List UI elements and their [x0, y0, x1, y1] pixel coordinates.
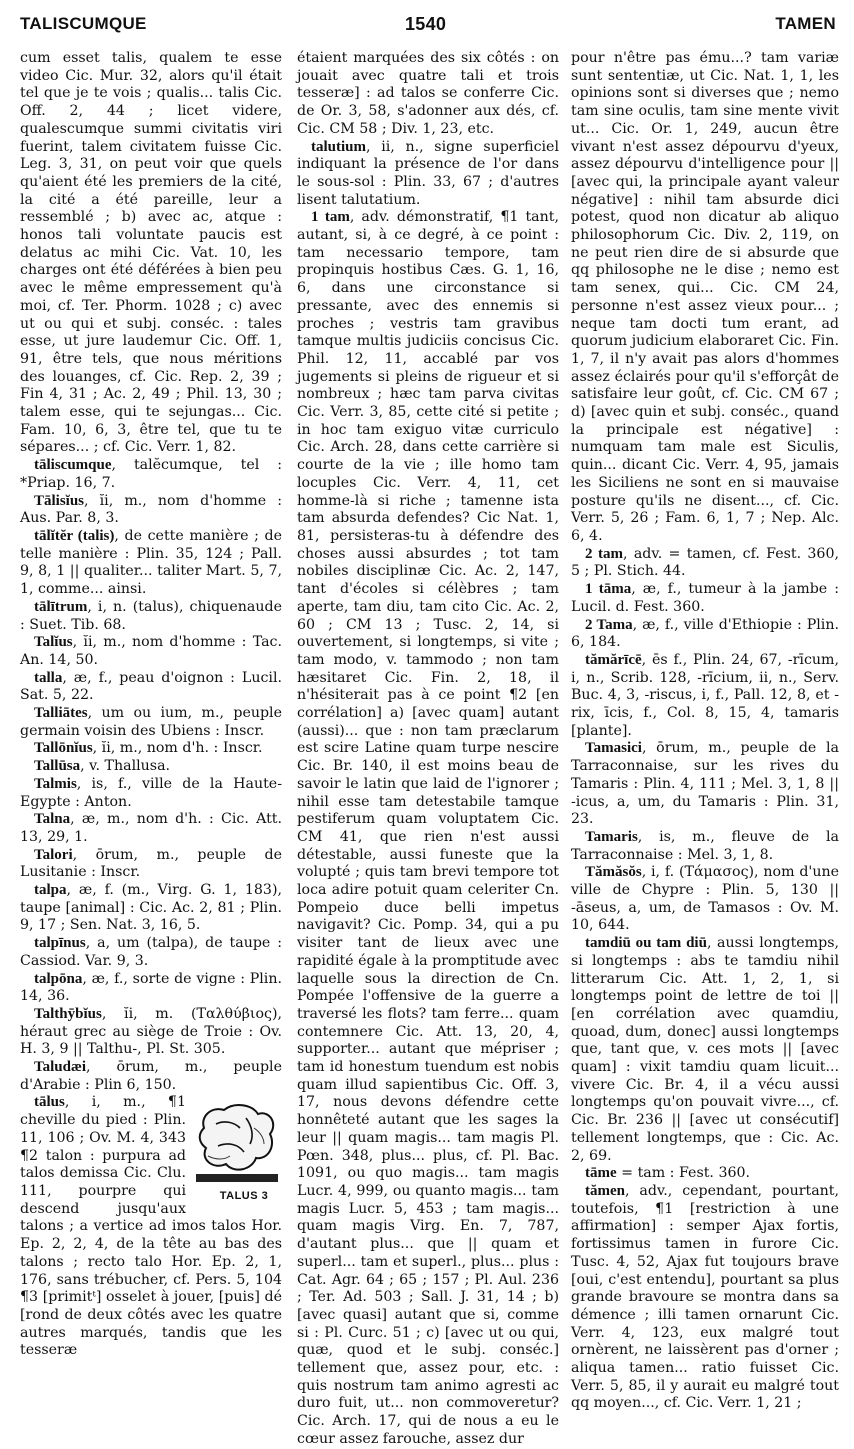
headword: Talthȳbĭus	[34, 1005, 102, 1022]
talus-illustration	[192, 1098, 282, 1204]
dictionary-entry: Talmis, is, f., ville de la Haute-Egypte : Anton.	[20, 775, 282, 810]
headword: Tamasici	[585, 740, 642, 757]
dictionary-entry: tămărīcē, ēs f., Plin. 24, 67, -rīcum, i, n., Scrib. 128, -rīcium, ii, n., Serv. Buc. 4, 3, -riscus, i, f., Pall. 12, 8, et -rix, īcis, f., Col. 8, 15, 4, tamaris [plante].	[571, 651, 839, 739]
header-last-entry: TAMEN	[775, 14, 836, 33]
dictionary-entry: Talthȳbĭus, ĭi, m. (Ταλθύβιος), héraut grec au siège de Troie : Ov. H. 3, 9 || Talthu-, Pl. St. 305.	[20, 1005, 282, 1058]
headword: Tallōnĭus	[34, 740, 93, 757]
headword: tālus	[34, 1094, 65, 1111]
dictionary-entry: talpōna, æ, f., sorte de vigne : Plin. 14, 36.	[20, 970, 282, 1005]
dictionary-entry: Tamaris, is, m., fleuve de la Tarraconnaise : Mel. 3, 1, 8.	[571, 828, 839, 863]
dictionary-entry: Tamasici, ōrum, m., peuple de la Tarraconnaise, sur les rives du Tamaris : Plin. 4, 111 ; Mel. 3, 1, 8 || -icus, a, um, du Tamaris : Plin. 31, 23.	[571, 740, 839, 828]
dictionary-entry: Taludæi, ōrum, m., peuple d'Arabie : Plin 6, 150.	[20, 1059, 282, 1093]
dictionary-entry: 2 tam, adv. = tamen, cf. Fest. 360, 5 ; Pl. Stich. 44.	[571, 545, 839, 580]
dictionary-entry: Tallōnĭus, ĭi, m., nom d'h. : Inscr.	[34, 740, 263, 757]
column-2	[297, 50, 559, 1447]
dictionary-entry: cum esset talis, qualem te esse video Cic. Mur. 32, alors qu'il était tel que je te vois ; qualis... talis Cic. Off. 2, 44 ; licet videre, qualescumque summi civitatis viri fuerint, talem civitatem fuisse Cic. Leg. 3, 31, on peut voir que quels qu'aient été les premiers de la cité, la cité a été pareille, leur a ressemblé ; b) avec ac, atque : honos tali voluntate paucis est delatus ac mihi Cic. Vat. 10, les charges ont été déférées à bien peu avec le même empressement qu'à moi, cf. Ter. Phorm. 1028 ; c) avec ut ou qui et subj. conséc. : tales esse, ut jure laudemur Cic. Off. 1, 91, être tels, que nous méritions des louanges, cf. Cic. Rep. 2, 39 ; Fin 4, 31 ; Ac. 2, 49 ; Phil. 13, 30 ; talem esse, qui te sejungas... Cic. Fam. 10, 6, 3, être tel, que tu te sépares... ; cf. Cic. Verr. 1, 82.	[20, 50, 282, 456]
dictionary-entry: Talna, æ, m., nom d'h. : Cic. Att. 13, 29, 1.	[20, 811, 282, 845]
knucklebone-icon	[194, 1098, 280, 1186]
dictionary-entry: Tālisĭus, ĭi, m., nom d'homme : Aus. Par. 8, 3.	[20, 492, 282, 527]
header-first-entry: TALISCUMQUE	[20, 14, 147, 33]
headword: Talna	[34, 811, 71, 828]
dictionary-entry: Talliātes, um ou ium, m., peuple germain voisin des Ubiens : Inscr.	[20, 705, 282, 739]
dictionary-entry: tālītrum, i, n. (talus), chiquenaude : Suet. Tib. 68.	[20, 598, 282, 633]
headword: tămen	[585, 1183, 625, 1199]
headword: tamdiū ou tam diū	[585, 935, 707, 952]
headword: 1 tāma	[585, 581, 632, 598]
figure-caption: TALUS 3	[219, 1190, 269, 1203]
dictionary-entry: TALUS 3 tālus, i, m., ¶1 cheville du pied : Plin. 11, 106 ; Ov. M. 4, 343 ¶2 talon : purpura ad talos demissa Cic. Clu. 111, pourpre qui descend jusqu'aux talons ; a vertice ad imos talos Hor. Ep. 2, 2, 4, de la tête au bas des talons ; recto talo Hor. Ep. 2, 1, 176, sans trébucher, cf. Pers. 5, 104 ¶3 [primitᵗ] osselet à jouer, [puis] dé [rond de deux côtés avec les quatre autres marqués, tandis que les tesseræ	[20, 1094, 282, 1359]
dictionary-entry: Tămăsŏs, i, f. (Τάμασος), nom d'une ville de Chypre : Plin. 5, 130 || -āseus, a, um, de Tamasos : Ov. M. 10, 644.	[571, 864, 839, 934]
dictionary-entry: Talĭus, ĭi, m., nom d'homme : Tac. An. 14, 50.	[20, 634, 282, 668]
headword: talpīnus	[34, 935, 86, 952]
headword: Tālisĭus	[34, 492, 85, 509]
column-1	[20, 50, 282, 1359]
dictionary-entry: talutium, ii, n., signe superficiel indiquant la présence de l'or dans le sous-sol : Plin. 33, 67 ; d'autres lisent talutatium.	[297, 138, 559, 208]
headword: Tămăsŏs	[585, 864, 642, 881]
headword: tāme	[585, 1165, 617, 1182]
headword: Talliātes	[34, 705, 88, 722]
dictionary-entry: 1 tāma, æ, f., tumeur à la jambe : Lucil. d. Fest. 360.	[571, 581, 839, 615]
page-number: 1540	[405, 14, 447, 34]
dictionary-entry: Talori, ōrum, m., peuple de Lusitanie : Inscr.	[20, 846, 282, 881]
headword: talutium	[311, 138, 367, 155]
dictionary-entry: étaient marquées des six côtés : on jouait avec quatre tali et trois tesseræ] : ad talos se conferre Cic. de Or. 3, 58, s'adonner aux dés, cf. Cic. CM 58 ; Div. 1, 23, etc.	[297, 50, 559, 137]
headword: Taludæi	[34, 1059, 86, 1076]
dictionary-entry: tămen, adv., cependant, pourtant, toutefois, ¶1 [restriction à une affirmation] : semper Ajax fortis, fortissimus tamen in furore Cic. Tusc. 4, 52, Ajax fut toujours brave [oui, c'est entendu], pourtant sa plus grande bravoure se montra dans sa démence ; illi tamen ornarunt Cic. Verr. 4, 123, eux malgré tout ornèrent, ne laissèrent pas d'orner ; aliqua tamen... ratio fuisset Cic. Verr. 5, 85, il y aurait eu malgré tout qq moyen..., cf. Cic. Verr. 1, 21 ;	[571, 1183, 839, 1412]
headword: tālĭtĕr (talis)	[34, 527, 115, 544]
dictionary-entry: 2 Tama, æ, f., ville d'Ethiopie : Plin. 6, 184.	[571, 616, 839, 651]
headword: Talmis	[34, 775, 77, 792]
headword: 2 tam	[585, 545, 624, 562]
dictionary-entry: talpīnus, a, um (talpa), de taupe : Cassiod. Var. 9, 3.	[20, 935, 282, 969]
dictionary-entry: tālĭtĕr (talis), de cette manière ; de telle manière : Plin. 35, 124 ; Pall. 9, 8, 1 || qualiter... taliter Mart. 5, 7, 1, comme... ainsi.	[20, 527, 282, 598]
headword: talpōna	[34, 970, 83, 987]
headword: talpa	[34, 882, 67, 899]
dictionary-entry: Tallūsa, v. Thallusa.	[34, 758, 171, 775]
dictionary-entry: 1 tam, adv. démonstratif, ¶1 tant, autant, si, à ce degré, à ce point : tam necessario tempore, tam propinquis hostibus Cæs. G. 1, 16, 6, dans une circonstance si pressante, avec des ennemis si proches ; vestris tam gravibus tamque multis judiciis concisus Cic. Phil. 12, 11, accablé par vos jugements si pleins de rigueur et si nombreux ; hæc tam parva civitas Cic. Verr. 3, 85, cette cité si petite ; in hoc tam exiguo vitæ curriculo Cic. Arch. 28, dans cette carrière si courte de la vie ; ille homo tam locuples Cic. Verr. 4, 11, cet homme-là si riche ; tamenne ista tam absurda defendes? Cic Nat. 1, 81, persisteras-tu à défendre des choses aussi absurdes ; tot tam nobiles disciplinæ Cic. Ac. 2, 147, tant d'écoles si célèbres ; tam aperte, tam diu, tam cito Cic. Ac. 2, 60 ; CM 13 ; Tusc. 2, 14, si ouvertement, si longtemps, si vite ; tam modo, v. tammodo ; non tam hæsitaret Cic. Fin. 2, 18, il n'hésiterait pas à ce point ¶2 [en corrélation] a) [avec quam] autant (aussi)... que : non tam præclarum est scire Latine quam turpe nescire Cic. Br. 140, il est moins beau de savoir le latin que laid de l'ignorer ; nihil esse tam detestabile tamque pestiferum quam voluptatem Cic. CM 41, que rien n'est aussi détestable, aussi funeste que la volupté ; quis tam brevi tempore tot loca adire potuit quam celeriter Cn. Pompeio duce belli impetus navigavit? Cic. Pomp. 34, qui a pu visiter tant de lieux avec une rapidité égale à la promptitude avec laquelle sous la direction de Cn. Pompée l'offensive de la guerre a traversé les flots? tam ferre... quam contemnere Cic. Att. 13, 20, 4, supporter... autant que mépriser ; tam id honestum tuendum est nobis quam illud sapientibus Cic. Off. 3, 17, nous devons défendre cette honnêteté autant que les sages la leur || quam magis... tam magis Pl. Pœn. 348, plus... plus, cf. Pl. Bac. 1091, ou quo magis... tam magis Lucr. 4, 999, ou quanto magis... tam magis Lucr. 5, 453 ; tam magis... quam magis Virg. En. 7, 787, d'autant plus... que || quam et superl... tam et superl., plus... plus : Cat. Agr. 64 ; 65 ; 157 ; Pl. Aul. 236 ; Ter. Ad. 503 ; Sall. J. 31, 14 ; b) [avec quasi] autant que si, comme si : Pl. Curc. 51 ; c) [avec ut ou qui, quæ, quod et le subj. conséc.] tellement que, assez pour, etc. : quis nostrum tam animo agresti ac duro fuit, ut... non commoveretur? Cic. Arch. 17, qui de nous a eu le cœur assez farouche, assez dur	[297, 209, 559, 1447]
headword: 2 Tama	[585, 616, 633, 633]
headword: Tamaris	[585, 828, 638, 845]
headword: tālītrum	[34, 598, 88, 615]
dictionary-entry: tamdiū ou tam diū, aussi longtemps, si longtemps : abs te tamdiu nihil litterarum Cic. Att. 1, 2, 1, si longtemps point de lettre de toi || [en corrélation avec quamdiu, quoad, dum, donec] aussi longtemps que, tant que, v. ces mots || [avec quam] : vixit tamdiu quam licuit... vivere Cic. Br. 4, il a vécu aussi longtemps qu'on pouvait vivre..., cf. Cic. Br. 236 || [avec ut consécutif] tellement longtemps, que : Cic. Ac. 2, 69.	[571, 935, 839, 1164]
headword: Talĭus	[34, 634, 73, 651]
running-header	[20, 14, 836, 40]
headword: tămărīcē	[585, 651, 642, 668]
dictionary-entry: pour n'être pas ému...? tam variæ sunt sententiæ, ut Cic. Nat. 1, 1, les opinions sont si diverses que ; nemo tam sine oculis, tam sine mente vivit ut... Cic. Or. 1, 249, aucun être vivant n'est assez dépourvu d'yeux, assez dépourvu d'intelligence pour || [avec qui, la principale ayant valeur négative] : nihil tam absurde dici potest, quod non dicatur ab aliquo philosophorum Cic. Div. 2, 119, on ne peut rien dire de si absurde que qq philosophe ne le dise ; nemo est tam senex, qui... Cic. CM 24, personne n'est assez vieux pour... ; neque tam docti tum erant, ad quorum judicium elaboraret Cic. Fin. 1, 7, il n'y avait pas alors d'hommes assez éclairés pour qu'il s'efforçât de satisfaire leur goût, cf. Cic. CM 67 ; d) [avec quin et subj. conséc., quand la principale est négative] : numquam tam male est Siculis, quin... dicant Cic. Verr. 4, 95, jamais les Siciliens ne sont en si mauvaise posture qu'ils ne disent..., cf. Cic. Verr. 5, 26 ; Fam. 6, 1, 7 ; Nep. Alc. 6, 4.	[571, 50, 839, 544]
column-3	[571, 50, 839, 1412]
dictionary-entry: tāme = tam : Fest. 360.	[585, 1165, 751, 1182]
headword: Tallūsa	[34, 758, 81, 775]
headword: Talori	[34, 846, 73, 863]
headword: tāliscumque	[34, 457, 112, 474]
dictionary-entry: talpa, æ, f. (m., Virg. G. 1, 183), taupe [animal] : Cic. Ac. 2, 81 ; Plin. 9, 17 ; Sen. Nat. 3, 16, 5.	[20, 882, 282, 934]
headword: 1 tam	[311, 209, 350, 226]
headword: talla	[34, 669, 63, 686]
dictionary-entry: talla, æ, f., peau d'oignon : Lucil. Sat. 5, 22.	[20, 669, 282, 704]
dictionary-entry: tāliscumque, talĕcumque, tel : *Priap. 16, 7.	[20, 457, 282, 491]
